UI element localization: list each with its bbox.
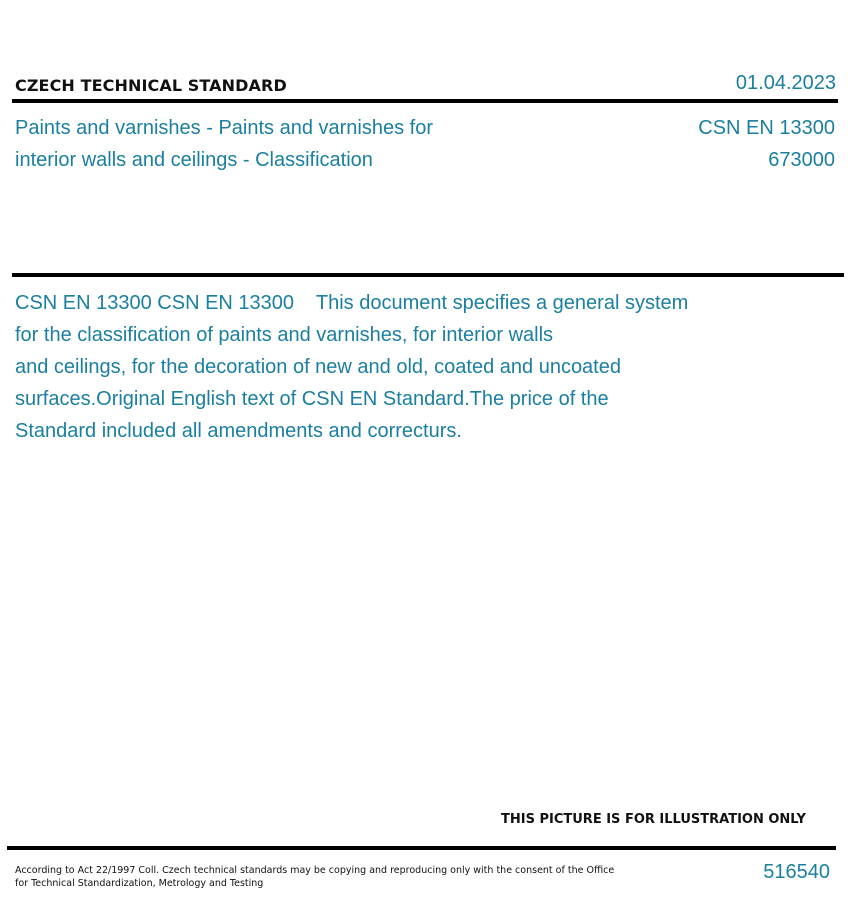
legal-notice bbox=[15, 864, 614, 890]
document-type-label: CZECH TECHNICAL STANDARD bbox=[15, 76, 287, 95]
header-divider bbox=[12, 99, 838, 103]
legal-notice-line-1: According to Act 22/1997 Coll. Czech technical standards may be copying and reproducing only with the consent of the Office bbox=[15, 865, 615, 876]
description-line: CSN EN 13300 CSN EN 13300 This document specifies a general system bbox=[15, 292, 689, 314]
classification-number: 673000 bbox=[768, 149, 835, 171]
section-divider bbox=[12, 273, 844, 277]
document-id: 516540 bbox=[763, 861, 830, 883]
description-line: and ceilings, for the decoration of new and old, coated and uncoated bbox=[15, 356, 621, 378]
description-line: Standard included all amendments and correcturs. bbox=[15, 420, 462, 442]
publication-date: 01.04.2023 bbox=[735, 72, 836, 94]
legal-notice-line-2: for Technical Standardization, Metrology and Testing bbox=[15, 878, 264, 889]
footer-divider bbox=[7, 846, 836, 850]
description-line: for the classification of paints and varnishes, for interior walls bbox=[15, 324, 554, 346]
description-line: surfaces.Original English text of CSN EN Standard.The price of the bbox=[15, 388, 609, 410]
standard-code: CSN EN 13300 bbox=[698, 117, 835, 139]
standard-description bbox=[15, 287, 775, 447]
standard-title-line-2: interior walls and ceilings - Classification bbox=[15, 149, 373, 171]
illustration-disclaimer: THIS PICTURE IS FOR ILLUSTRATION ONLY bbox=[501, 812, 806, 827]
standard-title-line-1: Paints and varnishes - Paints and varnishes for bbox=[15, 117, 433, 139]
